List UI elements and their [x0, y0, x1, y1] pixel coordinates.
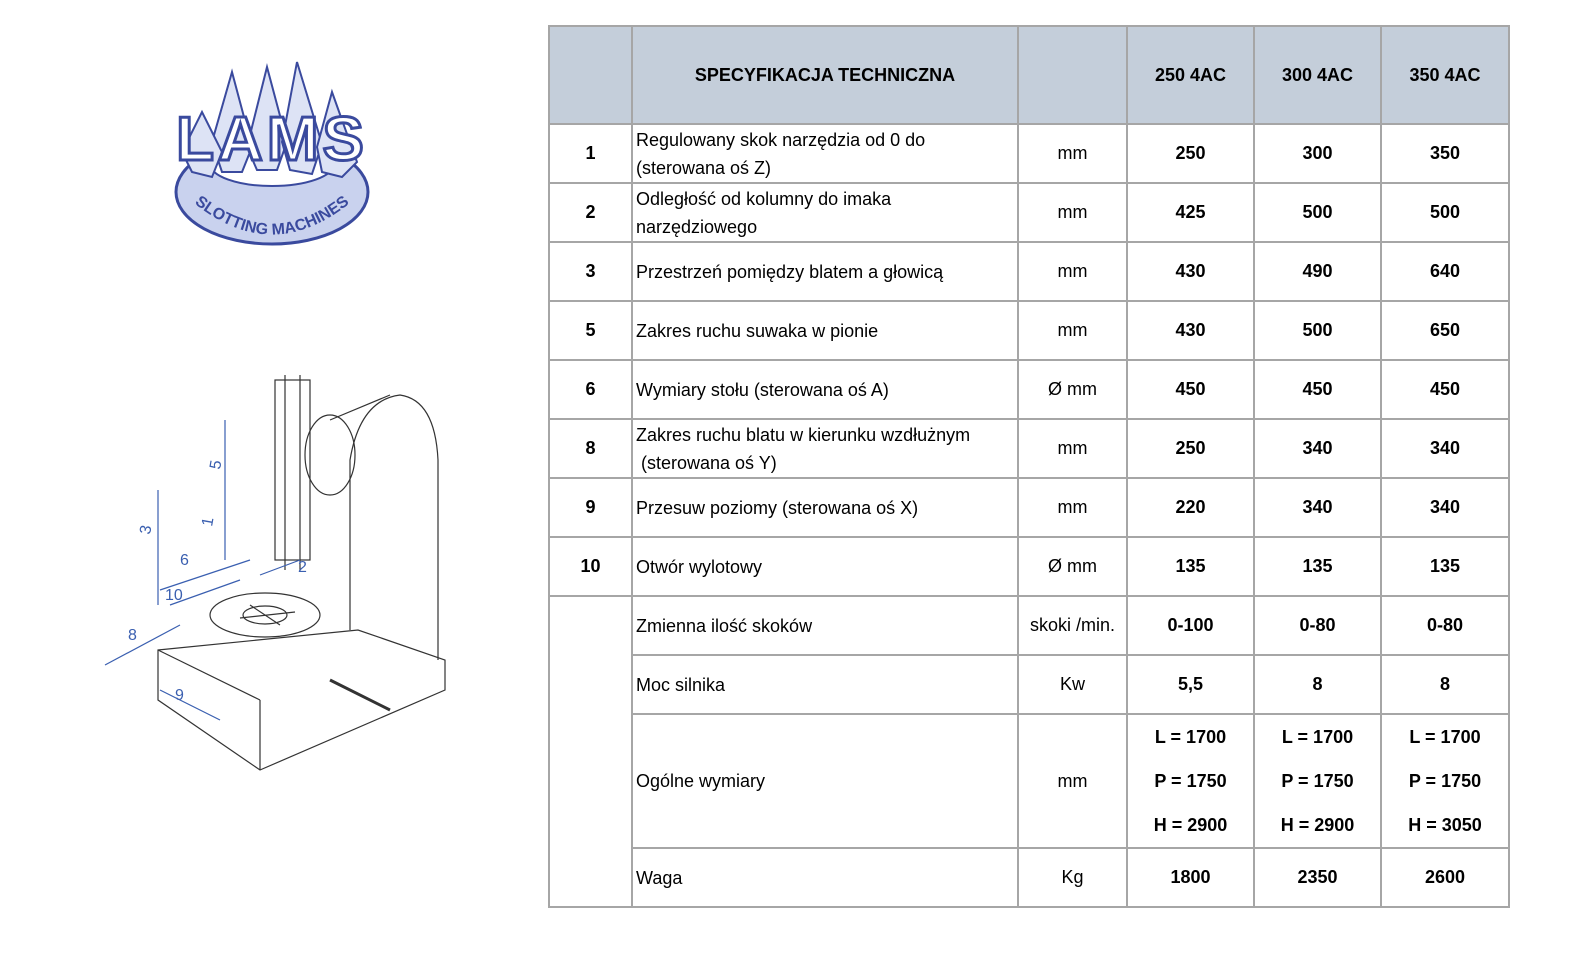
value-350: 340	[1381, 478, 1509, 537]
value-300: 500	[1254, 183, 1381, 242]
table-row-weight	[549, 848, 1509, 907]
value-350: 2600	[1381, 848, 1509, 907]
value-350: 650	[1381, 301, 1509, 360]
dimension-line: L = 1700	[1154, 727, 1227, 747]
row-number: 6	[549, 360, 632, 419]
row-number: 2	[549, 183, 632, 242]
dimension-line: H = 2900	[1280, 815, 1355, 835]
logo-brand: LAMS	[176, 105, 368, 174]
value-350: 350	[1381, 124, 1509, 183]
value-300: 0-80	[1254, 596, 1381, 655]
table-row	[549, 596, 1509, 655]
description-line: narzędziowego	[636, 216, 758, 237]
header-num	[549, 26, 632, 124]
value-300: 340	[1254, 419, 1381, 478]
row-unit: mm	[1018, 183, 1127, 242]
row-description	[632, 301, 1018, 360]
table-row	[549, 242, 1509, 301]
row-unit: Kw	[1018, 655, 1127, 714]
row-description: Ogólne wymiary	[632, 714, 1018, 848]
description-line: (sterowana oś Z)	[636, 157, 772, 178]
value-250: 430	[1127, 242, 1254, 301]
table-header-row	[549, 26, 1509, 124]
value-250: 250	[1127, 419, 1254, 478]
logo-tagline: SLOTTING MACHINES	[191, 192, 353, 239]
value-250: 450	[1127, 360, 1254, 419]
row-unit: skoki /min.	[1018, 596, 1127, 655]
row-number	[549, 655, 632, 714]
row-description	[632, 537, 1018, 596]
table-row	[549, 419, 1509, 478]
table-row	[549, 183, 1509, 242]
row-description	[632, 360, 1018, 419]
row-unit: mm	[1018, 419, 1127, 478]
row-number	[549, 596, 632, 655]
table-row	[549, 360, 1509, 419]
dim-label-9: 9	[175, 687, 184, 704]
row-description	[632, 478, 1018, 537]
dimension-line: P = 1750	[1281, 771, 1354, 791]
value-350: 0-80	[1381, 596, 1509, 655]
row-unit: mm	[1018, 124, 1127, 183]
value-350: 8	[1381, 655, 1509, 714]
row-description	[632, 242, 1018, 301]
description-line: Przesuw poziomy (sterowana oś X)	[636, 497, 919, 518]
value-300: 490	[1254, 242, 1381, 301]
value-300: 500	[1254, 301, 1381, 360]
value-300: 135	[1254, 537, 1381, 596]
value-250: 250	[1127, 124, 1254, 183]
value-300: 300	[1254, 124, 1381, 183]
row-unit: mm	[1018, 478, 1127, 537]
value-250: 1800	[1127, 848, 1254, 907]
value-300	[1254, 714, 1381, 848]
table-row	[549, 537, 1509, 596]
value-250: 0-100	[1127, 596, 1254, 655]
value-350	[1381, 714, 1509, 848]
value-300: 450	[1254, 360, 1381, 419]
description-line: (sterowana oś Y)	[636, 452, 777, 473]
value-250: 135	[1127, 537, 1254, 596]
row-number: 1	[549, 124, 632, 183]
header-model-350: 350 4AC	[1381, 26, 1509, 124]
row-unit: mm	[1018, 242, 1127, 301]
row-number: 8	[549, 419, 632, 478]
dimension-line: P = 1750	[1408, 771, 1482, 791]
value-250: 5,5	[1127, 655, 1254, 714]
row-description	[632, 124, 1018, 183]
value-350: 450	[1381, 360, 1509, 419]
row-number: 5	[549, 301, 632, 360]
row-description	[632, 183, 1018, 242]
dimension-line: H = 2900	[1153, 815, 1228, 835]
dimension-line: P = 1750	[1154, 771, 1227, 791]
header-title: SPECYFIKACJA TECHNICZNA	[632, 26, 1018, 124]
row-description	[632, 596, 1018, 655]
dim-label-3: 3	[137, 523, 156, 536]
dim-label-1: 1	[199, 515, 218, 528]
row-number: 3	[549, 242, 632, 301]
row-number	[549, 714, 632, 848]
lams-logo	[172, 52, 372, 252]
dim-label-10: 10	[165, 587, 183, 604]
dimension-line: L = 1700	[1409, 727, 1481, 747]
header-model-300: 300 4AC	[1254, 26, 1381, 124]
value-250: 430	[1127, 301, 1254, 360]
dim-label-2: 2	[298, 559, 307, 576]
description-line: Zakres ruchu blatu w kierunku wzdłużnym	[636, 424, 971, 445]
table-row-dimensions	[549, 714, 1509, 848]
machine-drawing	[100, 360, 450, 780]
value-300: 340	[1254, 478, 1381, 537]
dim-label-5: 5	[207, 458, 226, 471]
dimension-line: H = 3050	[1408, 815, 1482, 835]
description-line: Przestrzeń pomiędzy blatem a głowicą	[636, 261, 944, 282]
row-description: Waga	[632, 848, 1018, 907]
value-350: 135	[1381, 537, 1509, 596]
value-250: 220	[1127, 478, 1254, 537]
row-unit: Ø mm	[1018, 360, 1127, 419]
row-unit: Kg	[1018, 848, 1127, 907]
dim-label-8: 8	[128, 627, 137, 644]
description-line: Zmienna ilość skoków	[636, 615, 813, 636]
row-number: 9	[549, 478, 632, 537]
table-row	[549, 478, 1509, 537]
row-number: 10	[549, 537, 632, 596]
description-line: Wymiary stołu (sterowana oś A)	[636, 379, 889, 400]
description-line: Regulowany skok narzędzia od 0 do	[636, 129, 926, 150]
value-350: 640	[1381, 242, 1509, 301]
header-unit	[1018, 26, 1127, 124]
specification-table	[548, 25, 1510, 908]
description-line: Zakres ruchu suwaka w pionie	[636, 320, 879, 341]
table-row	[549, 124, 1509, 183]
table-row	[549, 301, 1509, 360]
description-line: Moc silnika	[636, 674, 726, 695]
dimension-line: L = 1700	[1281, 727, 1354, 747]
row-description	[632, 419, 1018, 478]
value-300: 8	[1254, 655, 1381, 714]
row-unit: mm	[1018, 714, 1127, 848]
dim-label-6: 6	[180, 552, 189, 569]
row-description	[632, 655, 1018, 714]
row-number	[549, 848, 632, 907]
value-350: 500	[1381, 183, 1509, 242]
value-300: 2350	[1254, 848, 1381, 907]
header-model-250: 250 4AC	[1127, 26, 1254, 124]
value-350: 340	[1381, 419, 1509, 478]
value-250: 425	[1127, 183, 1254, 242]
table-row	[549, 655, 1509, 714]
description-line: Otwór wylotowy	[636, 556, 763, 577]
row-unit: Ø mm	[1018, 537, 1127, 596]
description-line: Odległość od kolumny do imaka	[636, 188, 892, 209]
value-250	[1127, 714, 1254, 848]
row-unit: mm	[1018, 301, 1127, 360]
